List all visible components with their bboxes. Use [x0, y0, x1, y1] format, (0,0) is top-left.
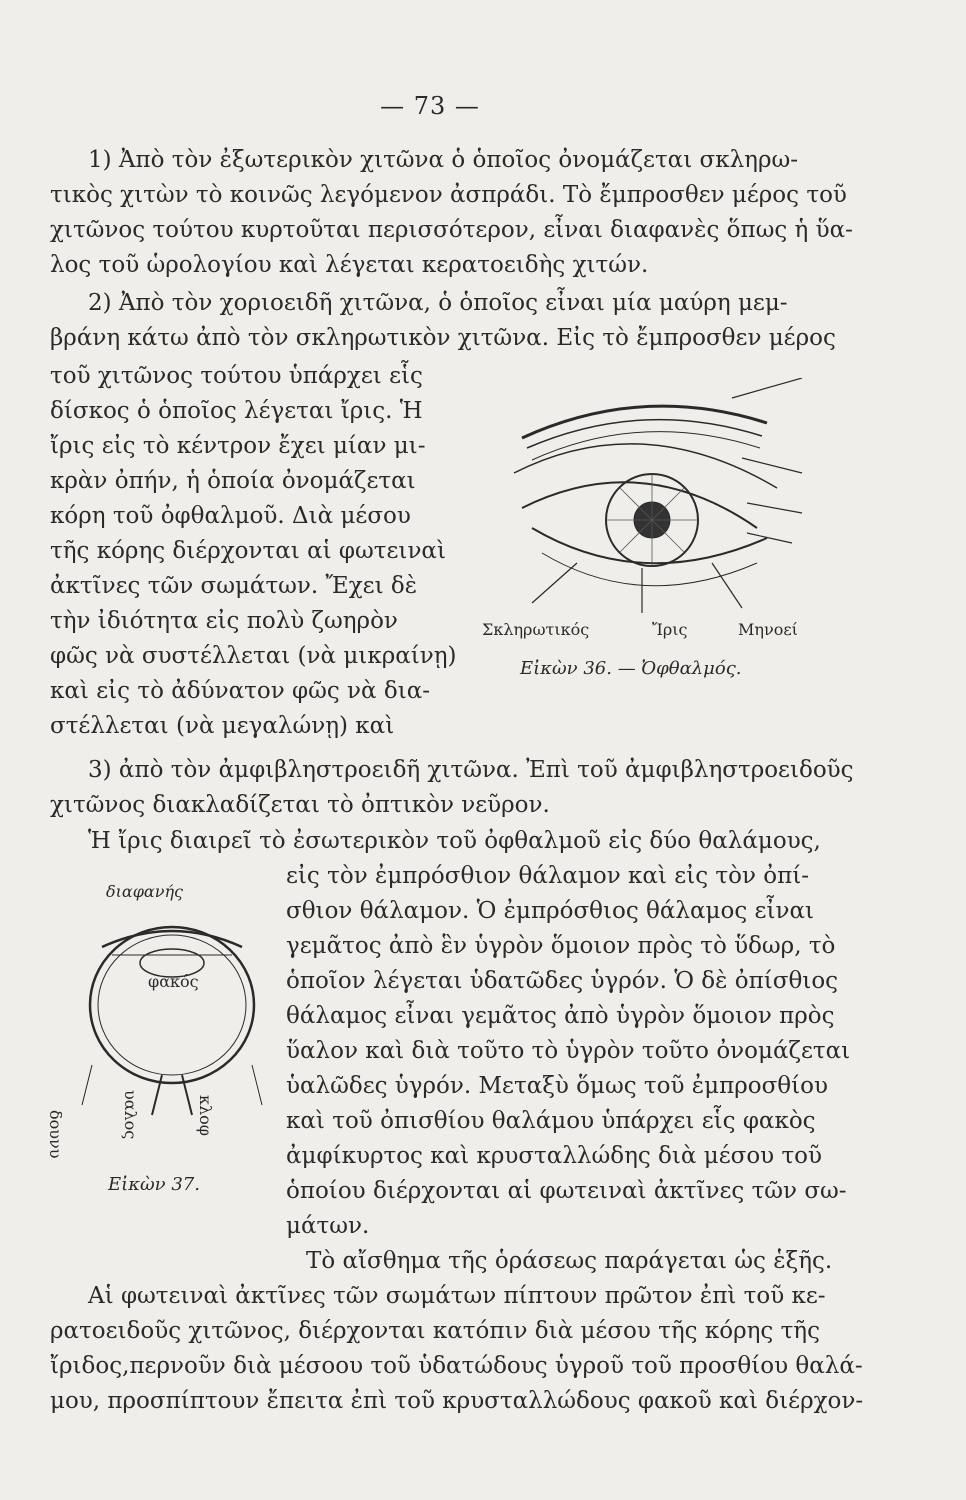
eyeball-section-illustration: [72, 905, 272, 1155]
text-line: ἀκτῖνες τῶν σωμάτων. Ἔχει δὲ: [50, 573, 418, 599]
text-line: 3) ἀπὸ τὸν ἀμφιβληστροειδῆ χιτῶνα. Ἐπὶ τοῦ ἀμφιβληστροειδοῦς: [88, 757, 854, 783]
text-line: λος τοῦ ὡρολογίου καὶ λέγεται κερατοειδὴς χιτών.: [50, 252, 649, 278]
text-line: φῶς νὰ συστέλλεται (νὰ μικραίνῃ): [50, 643, 457, 669]
text-line: κρὰν ὀπήν, ἡ ὁποία ὀνομάζεται: [50, 468, 416, 494]
text-line: ὁποῖον λέγεται ὑδατῶδες ὑγρόν. Ὁ δὲ ὀπίσθιος: [286, 968, 839, 994]
text-line: Ἡ ἴρις διαιρεῖ τὸ ἐσωτερικὸν τοῦ ὀφθαλμοῦ εἰς δύο θαλάμους,: [88, 828, 821, 854]
text-line: γεμᾶτος ἀπὸ ἓν ὑγρὸν ὅμοιον πρὸς τὸ ὕδωρ, τὸ: [286, 933, 836, 959]
text-line: χιτῶνος τούτου κυρτοῦται περισσότερον, εἶναι διαφανὲς ὅπως ἡ ὕα-: [50, 217, 853, 243]
text-line: εἰς τὸν ἐμπρόσθιον θάλαμον καὶ εἰς τὸν ὀπί-: [286, 863, 810, 889]
text-line: βράνη κάτω ἀπὸ τὸν σκληρωτικὸν χιτῶνα. Εἰς τὸ ἔμπροσθεν μέρος: [50, 325, 836, 351]
text-line: 2) Ἀπὸ τὸν χοριοειδῆ χιτῶνα, ὁ ὁποῖος εἶναι μία μαύρη μεμ-: [88, 290, 788, 316]
fig37-label-lens: φακός: [148, 972, 199, 991]
text-line: Αἱ φωτειναὶ ἀκτῖνες τῶν σωμάτων πίπτουν πρῶτον ἐπὶ τοῦ κε-: [88, 1283, 826, 1309]
text-line: κόρη τοῦ ὀφθαλμοῦ. Διὰ μέσου: [50, 503, 411, 529]
fig37-label-b: υαλος: [121, 1090, 140, 1140]
text-line: χιτῶνος διακλαδίζεται τὸ ὀπτικὸν νεῦρον.: [50, 792, 550, 818]
text-line: τικὸς χιτὼν τὸ κοινῶς λεγόμενον ἀσπράδι. Τὸ ἔμπροσθεν μέρος τοῦ: [50, 182, 847, 208]
fig37-label-c: κλοφ: [196, 1095, 215, 1136]
text-line: 1) Ἀπὸ τὸν ἐξωτερικὸν χιτῶνα ὁ ὁποῖος ὀνομάζεται σκληρω-: [88, 147, 799, 173]
text-line: θάλαμος εἶναι γεμᾶτος ἀπὸ ὑγρὸν ὅμοιον πρὸς: [286, 1003, 835, 1029]
text-line: ὑαλῶδες ὑγρόν. Μεταξὺ ὅμως τοῦ ἐμπροσθίου: [286, 1073, 828, 1099]
fig37-label-transparent: διαφανής: [106, 882, 183, 901]
text-line: Τὸ αἴσθημα τῆς ὁράσεως παράγεται ὡς ἑξῆς.: [306, 1248, 833, 1274]
text-line: καὶ εἰς τὸ ἀδύνατον φῶς νὰ δια-: [50, 678, 431, 704]
text-line: ἀμφίκυρτος καὶ κρυσταλλώδης διὰ μέσου τοῦ: [286, 1143, 823, 1169]
figure37-caption: Εἰκὼν 37.: [108, 1174, 200, 1195]
fig36-label-3: Μηνοεί: [738, 620, 798, 639]
fig36-label-sclera: Σκληρωτικός: [482, 620, 590, 639]
figure36-caption: Εἰκὼν 36. — Ὀφθαλμός.: [520, 658, 742, 679]
text-line: καὶ τοῦ ὀπισθίου θαλάμου ὑπάρχει εἷς φακὸς: [286, 1108, 816, 1134]
text-line: στέλλεται (νὰ μεγαλώνῃ) καὶ: [50, 713, 395, 739]
text-line: ρατοειδοῦς χιτῶνος, διέρχονται κατόπιν διὰ μέσου τῆς κόρης τῆς: [50, 1318, 820, 1344]
fig36-label-iris: Ἴρις: [652, 620, 688, 639]
eye-illustration: [492, 378, 852, 618]
text-line: τοῦ χιτῶνος τούτου ὑπάρχει εἷς: [50, 363, 423, 389]
text-line: μου, προσπίπτουν ἔπειτα ἐπὶ τοῦ κρυσταλλώδους φακοῦ καὶ διέρχον-: [50, 1388, 864, 1414]
page-number: — 73 —: [380, 92, 480, 120]
text-line: ὁποίου διέρχονται αἱ φωτειναὶ ἀκτῖνες τῶν σω-: [286, 1178, 847, 1204]
text-line: σθιον θάλαμον. Ὁ ἐμπρόσθιος θάλαμος εἶναι: [286, 898, 814, 924]
text-line: τῆς κόρης διέρχονται αἱ φωτειναὶ: [50, 538, 446, 564]
text-line: ἴριδος,περνοῦν διὰ μέσοου τοῦ ὑδατώδους ὑγροῦ τοῦ προσθίου θαλά-: [50, 1353, 863, 1379]
text-line: δίσκος ὁ ὁποῖος λέγεται ἴρις. Ἡ: [50, 398, 423, 424]
fig37-label-a: δουνυ: [46, 1110, 65, 1159]
text-line: ἴρις εἰς τὸ κέντρον ἔχει μίαν μι-: [50, 433, 426, 459]
text-line: τὴν ἰδιότητα εἰς πολὺ ζωηρὸν: [50, 608, 398, 634]
text-line: ὕαλον καὶ διὰ τοῦτο τὸ ὑγρὸν τοῦτο ὀνομάζεται: [286, 1038, 851, 1064]
text-line: μάτων.: [286, 1213, 370, 1239]
